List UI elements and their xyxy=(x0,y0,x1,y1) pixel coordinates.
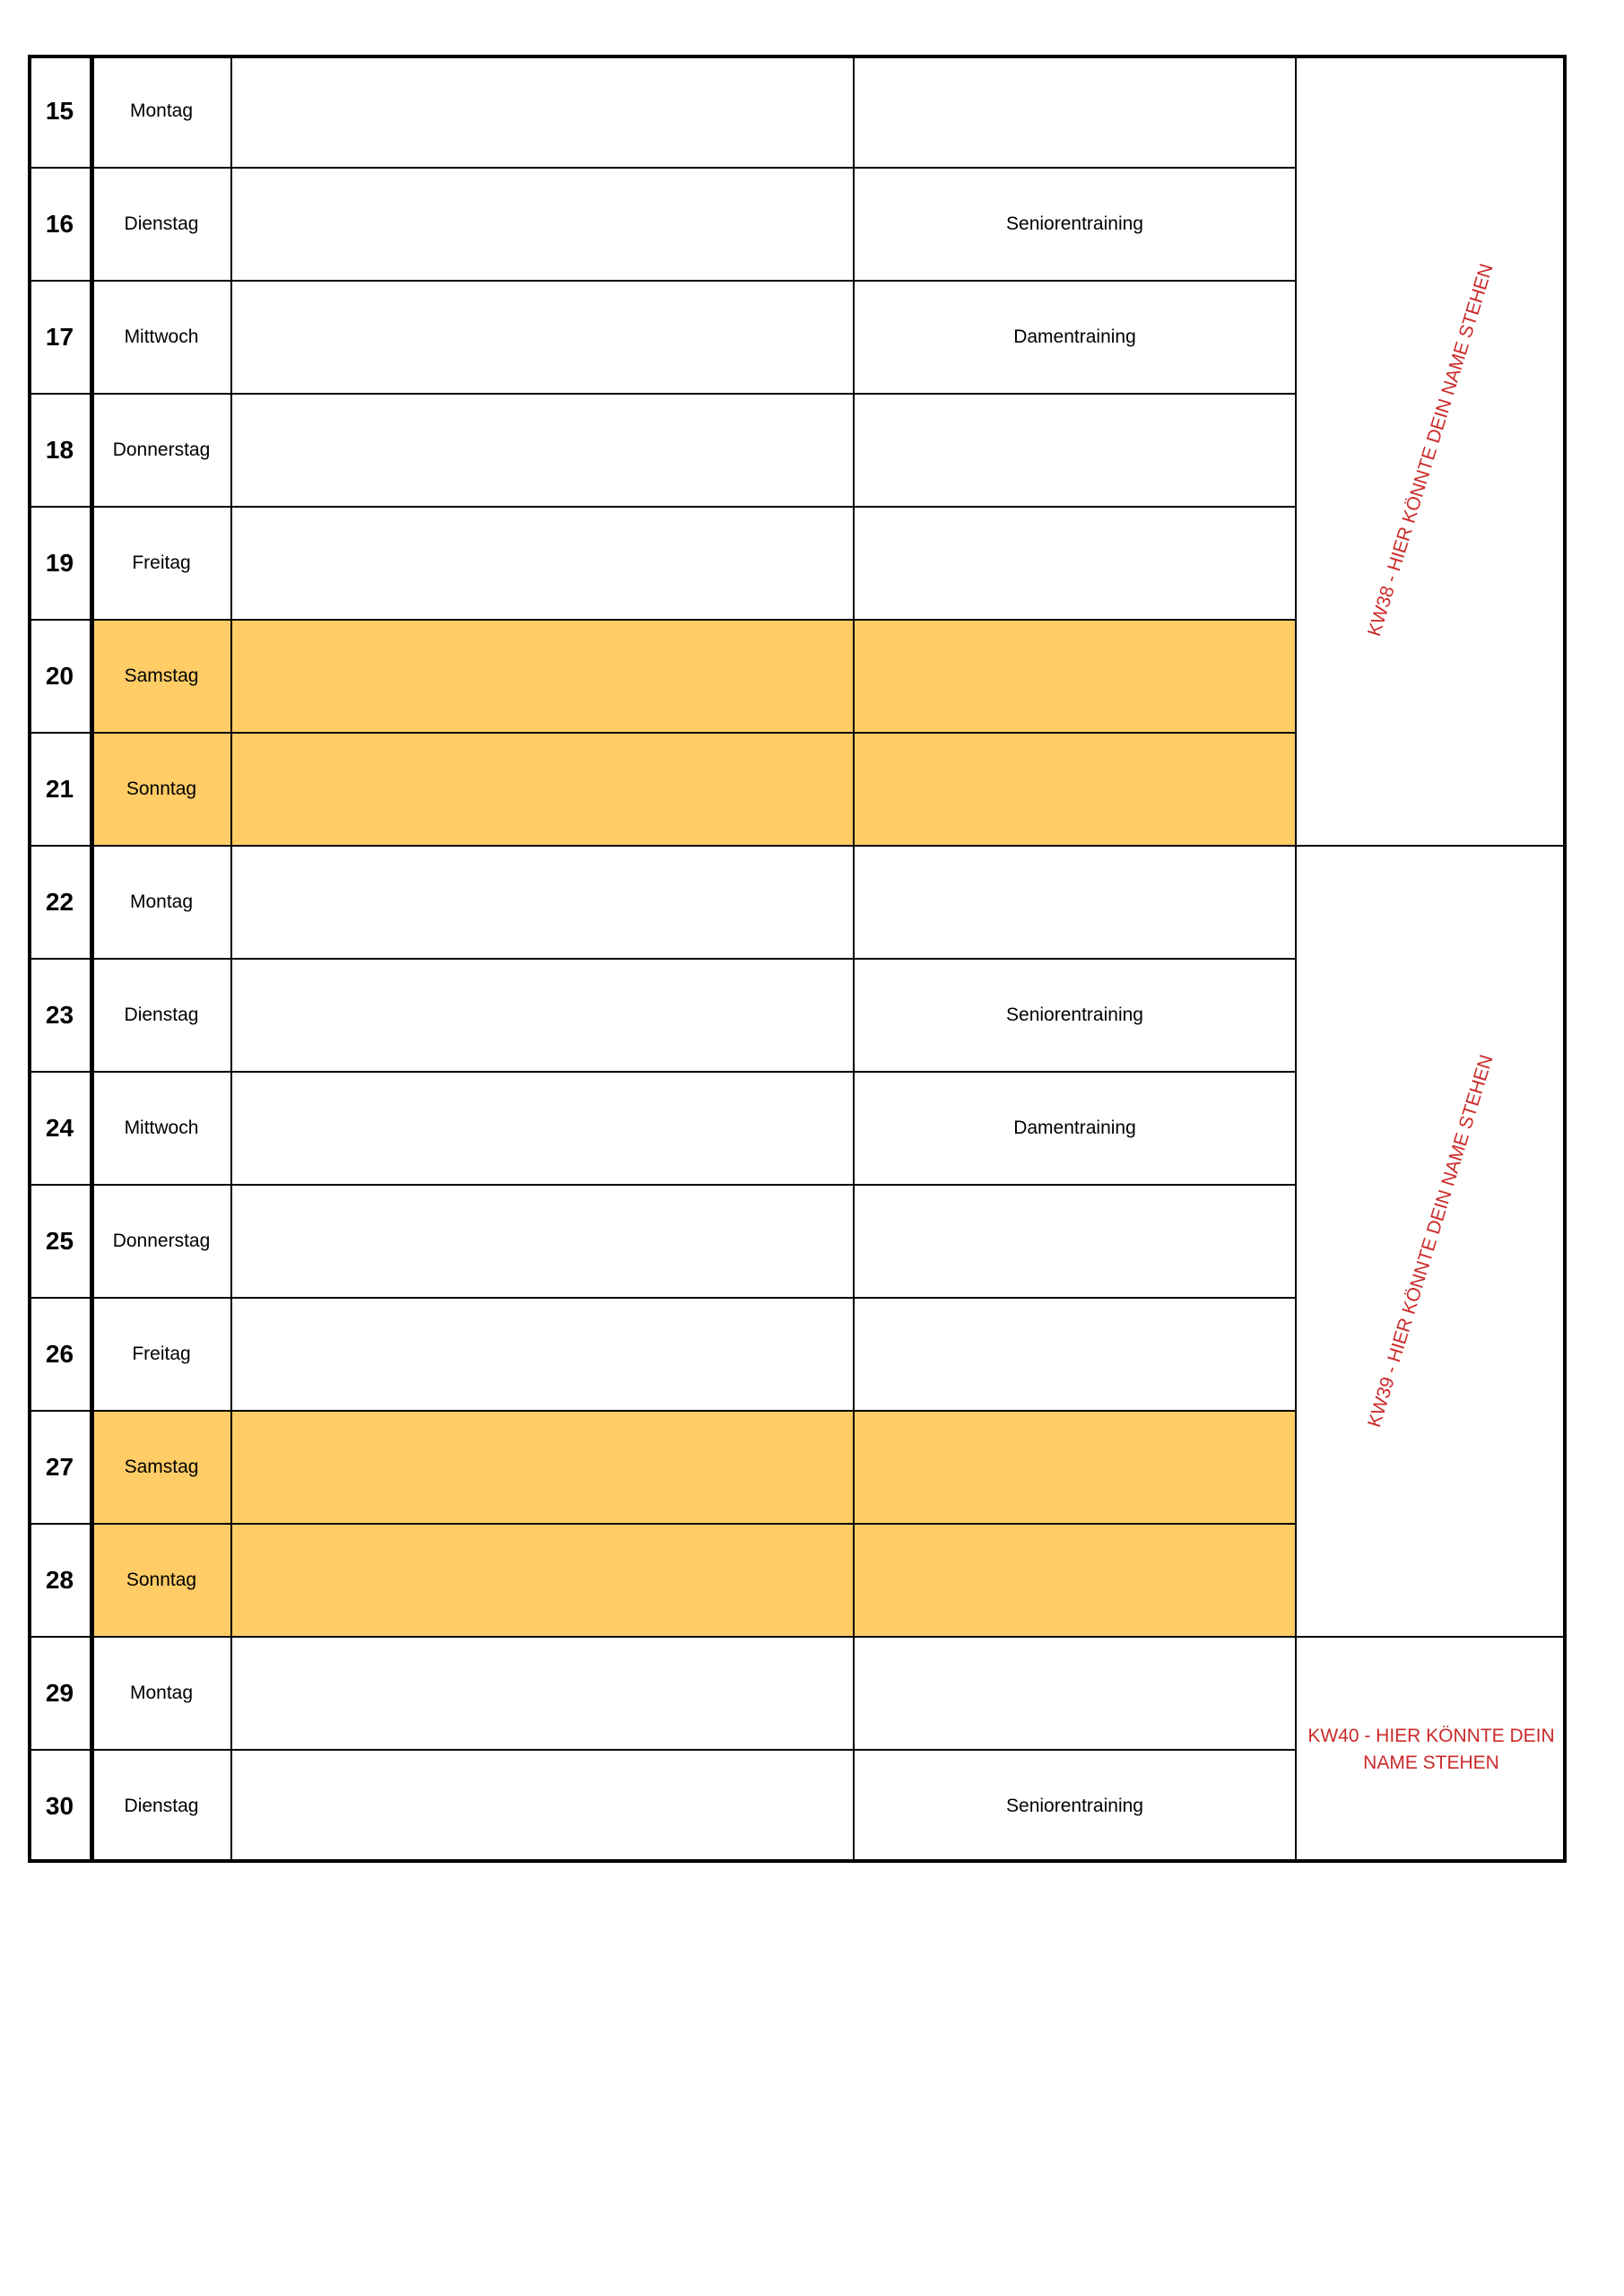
event-cell xyxy=(854,1298,1296,1411)
event-cell xyxy=(854,1524,1296,1637)
week-label: KW38 - HIER KÖNNTE DEIN NAME STEHEN xyxy=(1364,261,1498,639)
row-divider xyxy=(28,1636,1296,1638)
day-number: 25 xyxy=(45,1227,74,1255)
row-divider xyxy=(28,167,1296,169)
day-number: 16 xyxy=(45,210,74,238)
note-cell xyxy=(231,394,854,507)
day-number: 28 xyxy=(45,1566,74,1594)
day-number-cell xyxy=(28,1072,91,1185)
note-cell xyxy=(231,1185,854,1298)
day-number: 15 xyxy=(45,97,74,125)
event-cell xyxy=(854,168,1296,281)
event-cell xyxy=(854,733,1296,846)
table-border-right xyxy=(1563,55,1567,1863)
note-cell xyxy=(231,620,854,733)
week-label: KW39 - HIER KÖNNTE DEIN NAME STEHEN xyxy=(1364,1052,1498,1431)
note-cell xyxy=(231,1637,854,1750)
weekday-label: Freitag xyxy=(132,552,191,573)
weekday-cell xyxy=(91,1524,231,1637)
weekday-cell xyxy=(91,1637,231,1750)
weekday-cell xyxy=(91,733,231,846)
day-number-cell xyxy=(28,281,91,394)
weekday-label: Dienstag xyxy=(124,1004,199,1025)
week-divider xyxy=(1296,845,1567,847)
day-number-cell xyxy=(28,1524,91,1637)
event-cell xyxy=(854,394,1296,507)
table-border-top xyxy=(28,55,1567,58)
day-number: 23 xyxy=(45,1001,74,1029)
event-label: Seniorentraining xyxy=(1006,1796,1143,1816)
weekday-label: Mittwoch xyxy=(124,326,199,347)
note-cell xyxy=(231,1750,854,1863)
note-cell xyxy=(231,1298,854,1411)
day-number: 30 xyxy=(45,1792,74,1820)
day-number-cell xyxy=(28,168,91,281)
note-cell xyxy=(231,1411,854,1524)
row-divider xyxy=(28,280,1296,282)
day-number: 18 xyxy=(45,436,74,464)
event-label: Seniorentraining xyxy=(1006,1004,1143,1025)
week-label-cell xyxy=(1296,55,1567,846)
calendar-table xyxy=(28,55,1567,1866)
row-divider xyxy=(28,1410,1296,1412)
note-cell xyxy=(231,168,854,281)
day-number: 17 xyxy=(45,323,74,351)
row-divider xyxy=(28,1297,1296,1299)
row-divider xyxy=(28,506,1296,508)
day-number: 24 xyxy=(45,1114,74,1142)
week-label-cell xyxy=(1296,1637,1567,1863)
weekday-label: Montag xyxy=(129,100,194,121)
weekday-cell xyxy=(91,1750,231,1863)
weekday-label: Donnerstag xyxy=(112,1231,211,1251)
weekday-cell xyxy=(91,281,231,394)
weekday-cell xyxy=(91,1072,231,1185)
day-number-cell xyxy=(28,959,91,1072)
day-number-cell xyxy=(28,846,91,959)
weekday-cell xyxy=(91,1411,231,1524)
note-cell xyxy=(231,1524,854,1637)
weekday-label: Samstag xyxy=(124,665,199,686)
row-divider xyxy=(28,1749,1296,1751)
event-label: Seniorentraining xyxy=(1006,213,1143,234)
weekday-cell xyxy=(91,394,231,507)
event-cell xyxy=(854,846,1296,959)
weekday-label: Dienstag xyxy=(124,213,199,234)
row-divider xyxy=(28,1071,1296,1073)
event-cell xyxy=(854,959,1296,1072)
day-number: 29 xyxy=(45,1679,74,1707)
weekday-label: Dienstag xyxy=(124,1796,199,1816)
day-number-cell xyxy=(28,1298,91,1411)
weekday-cell xyxy=(91,1185,231,1298)
row-divider xyxy=(28,845,1296,847)
day-number-cell xyxy=(28,394,91,507)
day-number: 19 xyxy=(45,549,74,577)
week-label: KW40 - HIER KÖNNTE DEIN NAME STEHEN xyxy=(1307,1725,1555,1773)
weekday-label: Freitag xyxy=(132,1344,191,1364)
note-cell xyxy=(231,733,854,846)
event-cell xyxy=(854,281,1296,394)
weekday-label: Montag xyxy=(129,891,194,912)
day-number: 26 xyxy=(45,1340,74,1368)
day-number-cell xyxy=(28,620,91,733)
row-divider xyxy=(28,1523,1296,1525)
table-border-bottom xyxy=(28,1859,1567,1863)
event-cell xyxy=(854,507,1296,620)
row-divider xyxy=(28,732,1296,734)
weekday-label: Mittwoch xyxy=(124,1118,199,1138)
weekday-cell xyxy=(91,168,231,281)
event-cell xyxy=(854,1411,1296,1524)
event-cell xyxy=(854,1185,1296,1298)
event-cell xyxy=(854,1072,1296,1185)
note-cell xyxy=(231,507,854,620)
day-number-cell xyxy=(28,507,91,620)
day-number-cell xyxy=(28,1185,91,1298)
weekday-cell xyxy=(91,620,231,733)
weekday-label: Sonntag xyxy=(126,1570,197,1590)
note-cell xyxy=(231,1072,854,1185)
note-cell xyxy=(231,55,854,168)
day-number: 27 xyxy=(45,1453,74,1481)
weekday-cell xyxy=(91,846,231,959)
event-cell xyxy=(854,55,1296,168)
day-number: 22 xyxy=(45,888,74,916)
weekday-label: Sonntag xyxy=(126,778,197,799)
day-number-cell xyxy=(28,55,91,168)
weekday-cell xyxy=(91,507,231,620)
event-cell xyxy=(854,620,1296,733)
row-divider xyxy=(28,619,1296,621)
week-divider xyxy=(1296,1636,1567,1638)
note-cell xyxy=(231,959,854,1072)
day-number: 20 xyxy=(45,662,74,690)
weekday-label: Montag xyxy=(129,1683,194,1703)
weekday-cell xyxy=(91,1298,231,1411)
weekday-cell xyxy=(91,55,231,168)
row-divider xyxy=(28,958,1296,960)
week-label-cell xyxy=(1296,846,1567,1637)
day-number-cell xyxy=(28,1750,91,1863)
event-cell xyxy=(854,1750,1296,1863)
day-number-cell xyxy=(28,1411,91,1524)
row-divider xyxy=(28,393,1296,395)
day-number: 21 xyxy=(45,775,74,803)
event-label: Damentraining xyxy=(1013,1118,1136,1138)
weekday-cell xyxy=(91,959,231,1072)
event-cell xyxy=(854,1637,1296,1750)
row-divider xyxy=(28,1184,1296,1186)
note-cell xyxy=(231,281,854,394)
day-number-cell xyxy=(28,733,91,846)
weekday-label: Samstag xyxy=(124,1457,199,1477)
day-number-cell xyxy=(28,1637,91,1750)
event-label: Damentraining xyxy=(1013,326,1136,347)
weekday-label: Donnerstag xyxy=(112,439,211,460)
note-cell xyxy=(231,846,854,959)
